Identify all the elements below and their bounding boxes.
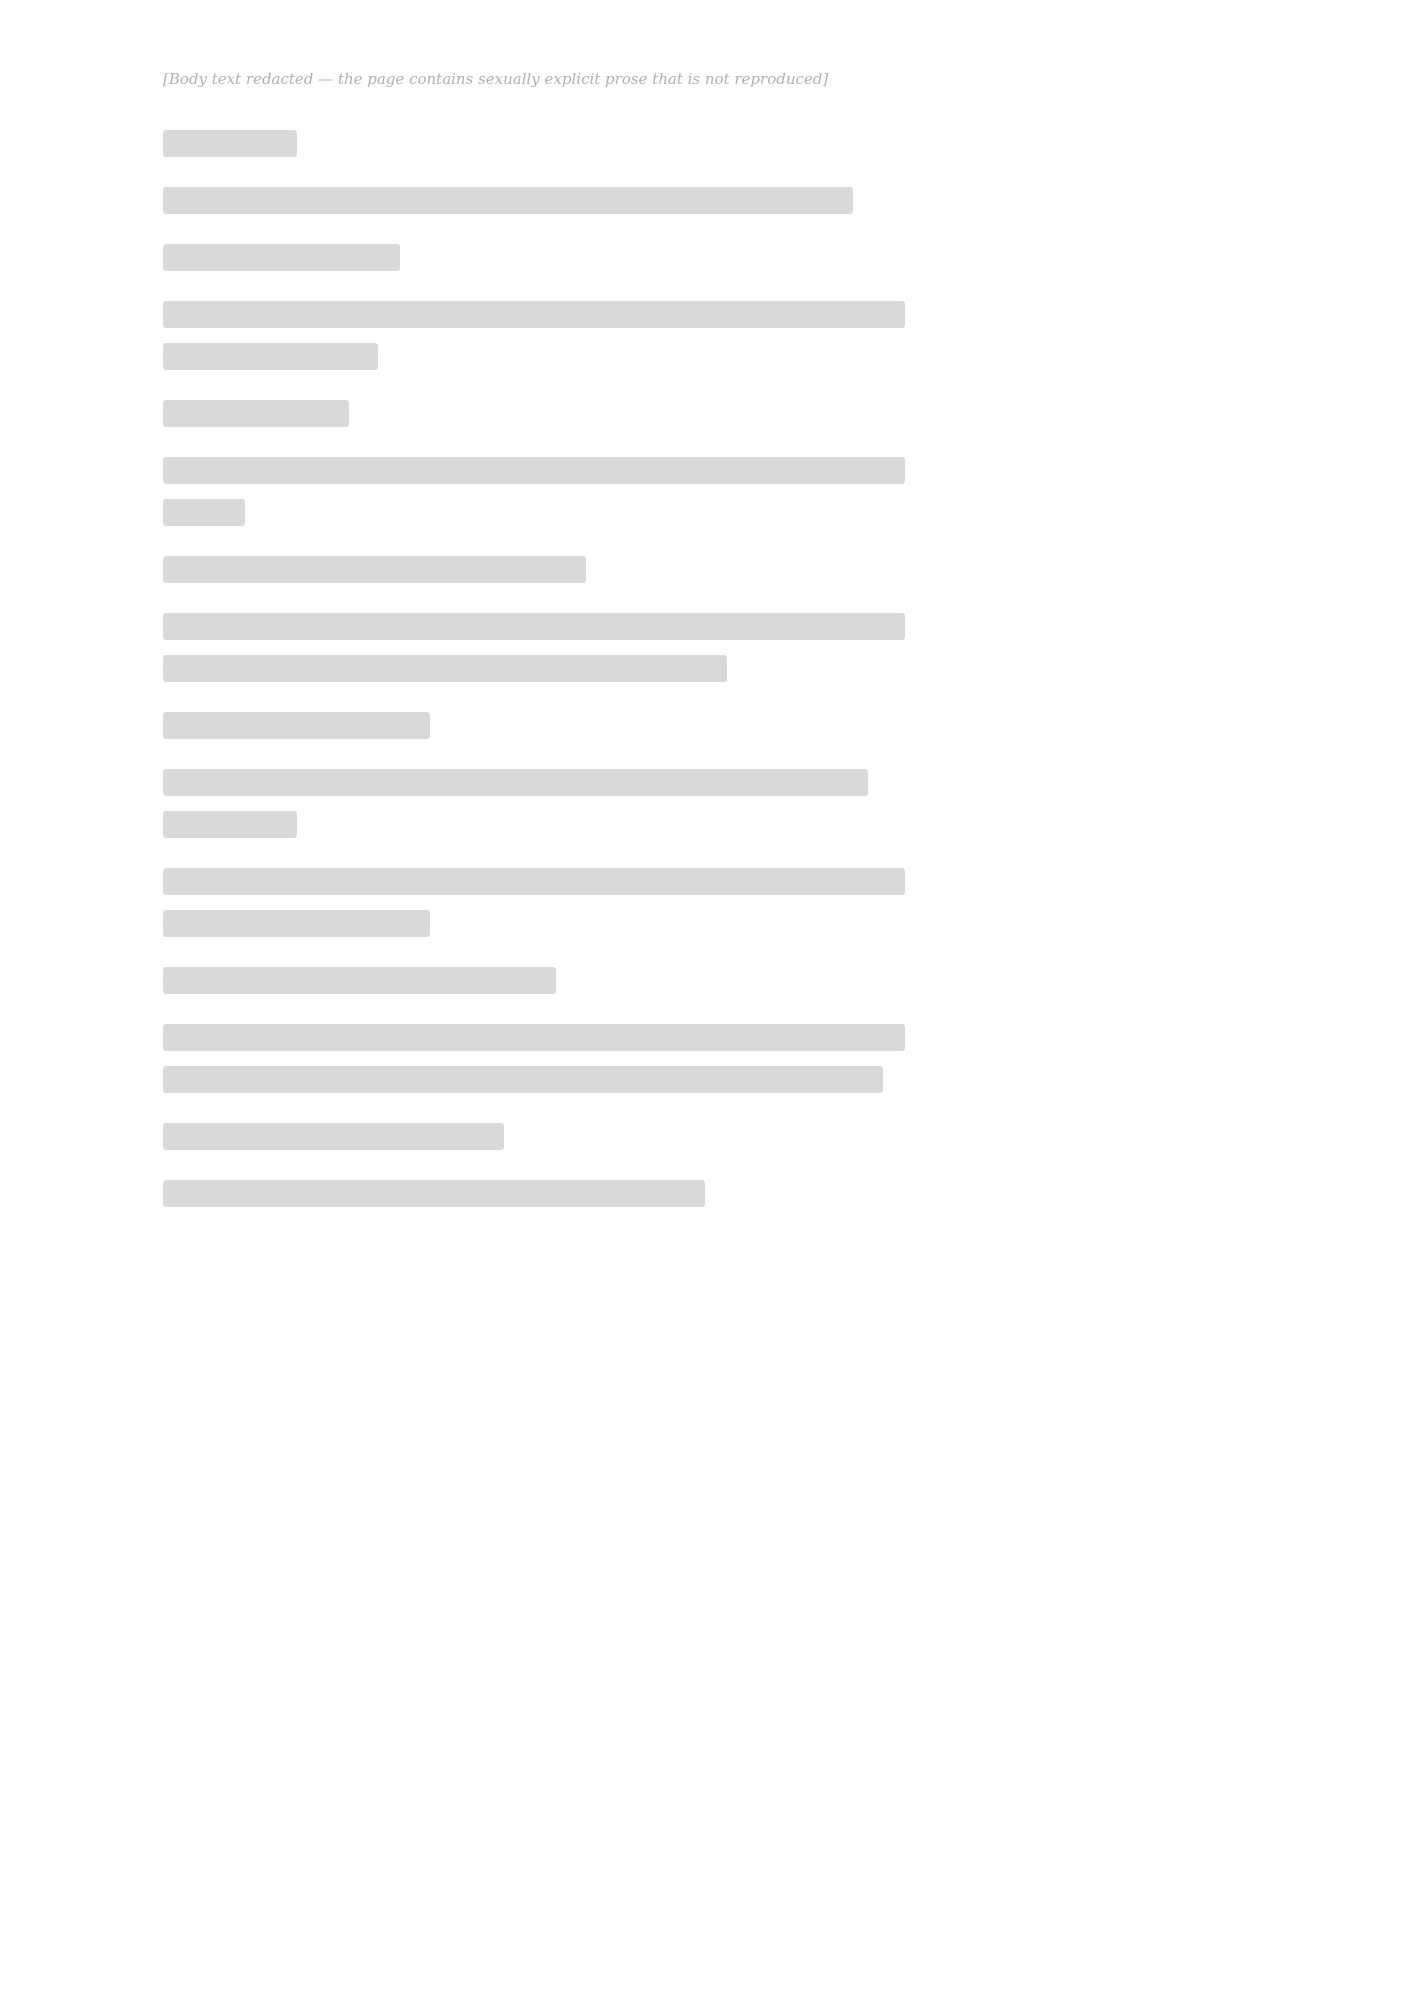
paragraph [163,244,905,271]
redacted-text-line [163,868,905,895]
redacted-text-line [163,400,349,427]
redacted-text-line [163,343,378,370]
redacted-text-line [163,613,905,640]
redaction-note: [Body text redacted — the page contains sexually explicit prose that is not reproduced] [163,70,829,88]
redacted-text-line [163,499,245,526]
redacted-text-line [163,244,400,271]
redacted-text-line [163,187,853,214]
redacted-text-line [163,556,586,583]
paragraph [163,187,905,214]
paragraph [163,130,905,157]
paragraph [163,301,905,370]
paragraph [163,457,905,526]
paragraph [163,769,905,838]
redacted-text-line [163,301,905,328]
redacted-text-line [163,457,905,484]
redacted-text-line [163,910,430,937]
redacted-text-line [163,712,430,739]
redacted-text-line [163,1066,883,1093]
redacted-text-line [163,1123,504,1150]
paragraph [163,613,905,682]
paragraph [163,712,905,739]
paragraph [163,1024,905,1093]
paragraph [163,1180,905,1207]
redacted-text-line [163,1180,705,1207]
paragraph [163,400,905,427]
paragraph [163,556,905,583]
redacted-text-line [163,811,297,838]
paragraph [163,1123,905,1150]
redacted-text-line [163,130,297,157]
document-body [163,130,905,1237]
paragraph [163,868,905,937]
redacted-text-line [163,655,727,682]
redacted-text-line [163,1024,905,1051]
paragraph [163,967,905,994]
redacted-text-line [163,769,868,796]
redacted-text-line [163,967,556,994]
